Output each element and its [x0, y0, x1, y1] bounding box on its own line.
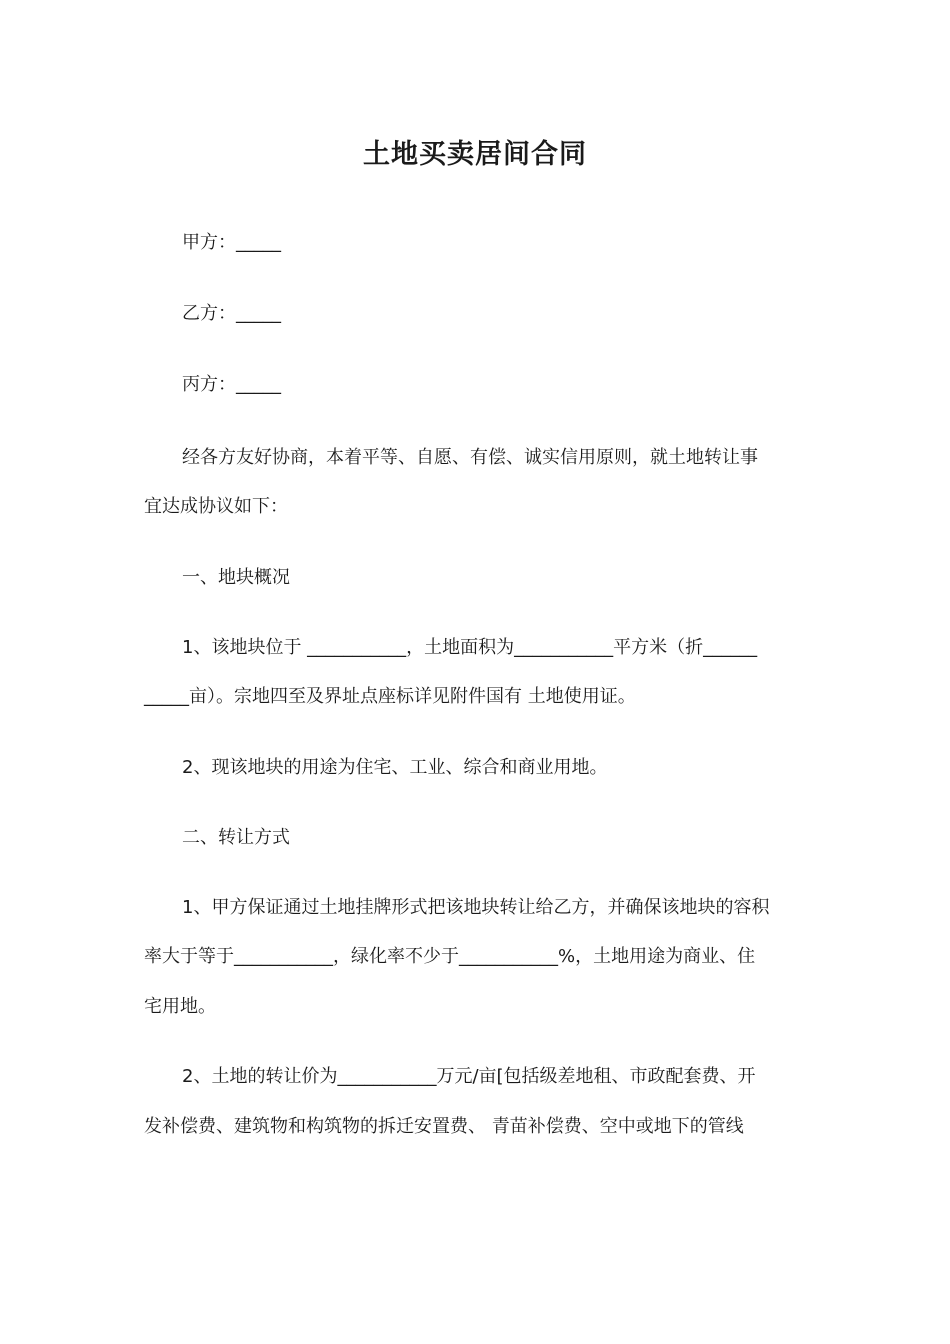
clause-1-2-line: 2、现该地块的用途为住宅、工业、综合和商业用地。 [182, 757, 608, 778]
clause-2-1-line-1: 1、甲方保证通过土地挂牌形式把该地块转让给乙方，并确保该地块的容积 [182, 897, 770, 918]
clause-1-1-line-2: _____亩）。宗地四至及界址点座标详见附件国有 土地使用证。 [144, 686, 636, 707]
preamble-line-1: 经各方友好协商，本着平等、自愿、有偿、诚实信用原则，就土地转让事 [182, 447, 758, 468]
clause-2-2-line-1: 2、土地的转让价为___________万元/亩[包括级差地租、市政配套费、开 [182, 1066, 756, 1087]
clause-2-1-line-3: 宅用地。 [144, 996, 216, 1017]
party-a-line: 甲方：_____ [182, 232, 281, 253]
preamble-line-2: 宜达成协议如下： [144, 496, 288, 517]
clause-2-1-line-2: 率大于等于___________，绿化率不少于___________%，土地用途为商业、住 [144, 946, 756, 967]
document-title: 土地买卖居间合同 [363, 139, 587, 170]
party-c-line: 丙方：_____ [182, 374, 281, 395]
section-2-heading: 二、转让方式 [182, 827, 290, 848]
party-b-line: 乙方：_____ [182, 303, 281, 324]
clause-1-1-line-1: 1、该地块位于 ___________，土地面积为___________平方米（折______ [182, 637, 758, 658]
clause-2-2-line-2: 发补偿费、建筑物和构筑物的拆迁安置费、 青苗补偿费、空中或地下的管线 [144, 1116, 744, 1137]
section-1-heading: 一、地块概况 [182, 567, 290, 588]
